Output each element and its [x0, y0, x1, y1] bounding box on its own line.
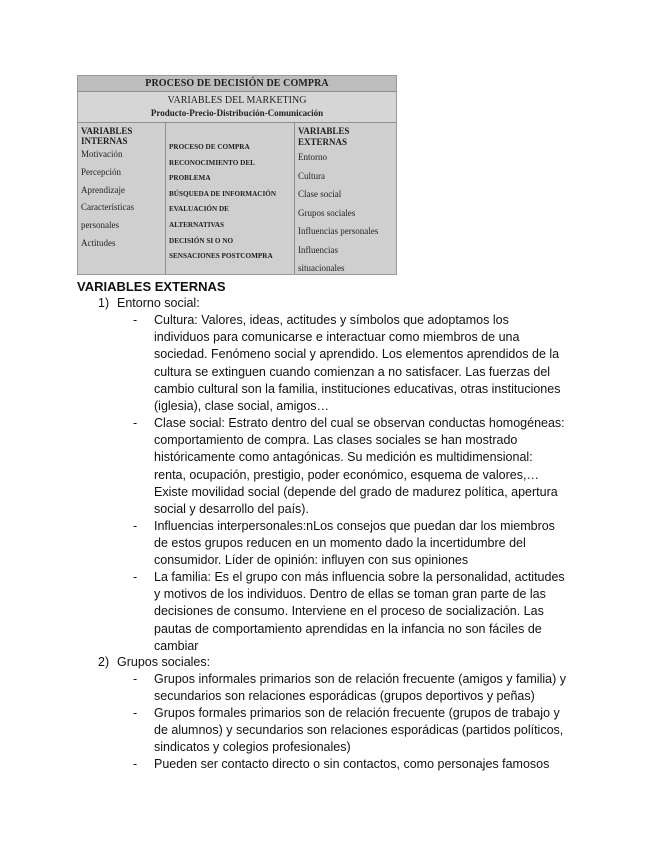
text-line: individuos para comunicarse e interactuar como miembros de una	[154, 330, 520, 345]
internal-variable: Características	[81, 202, 134, 213]
text-line: (iglesia), clase social, amigos…	[154, 399, 330, 414]
text-line: y motivos de los individuos. Dentro de ellas se toman gran parte de las	[154, 587, 546, 602]
dash-marker: -	[133, 416, 138, 430]
dash-marker: -	[133, 706, 138, 720]
internal-variable: Actitudes	[81, 237, 116, 248]
text-line: Grupos informales primarios son de relación frecuente (amigos y familia) y	[154, 672, 566, 686]
item-number: 1)	[98, 296, 110, 310]
internal-variable: personales	[81, 220, 119, 231]
process-step: DECISIÓN SI O NO	[169, 236, 234, 245]
external-header-line: EXTERNAS	[298, 137, 348, 147]
text-line: comportamiento de compra. Las clases sociales se han mostrado	[154, 433, 518, 448]
text-line: sindicatos y colegios profesionales)	[154, 740, 351, 755]
external-variable: Cultura	[298, 170, 325, 181]
process-step: BÚSQUEDA DE INFORMACIÓN	[169, 189, 277, 198]
numbered-item-grupos-sociales	[98, 654, 210, 671]
internal-variables-column	[78, 123, 166, 275]
figure-title: PROCESO DE DECISIÓN DE COMPRA	[78, 76, 396, 92]
external-variable: Entorno	[298, 152, 327, 162]
text-line: Pueden ser contacto directo o sin contactos, como personajes famosos	[154, 757, 550, 771]
dash-marker: -	[133, 313, 138, 327]
external-header-line: VARIABLES	[298, 126, 350, 136]
figure-subtitle: VARIABLES DEL MARKETING	[167, 95, 307, 106]
bullet-familia	[133, 569, 583, 655]
bullet-contacto	[133, 756, 583, 773]
process-step: PROCESO DE COMPRA	[169, 143, 250, 151]
process-step: ALTERNATIVAS	[169, 220, 224, 229]
process-step: PROBLEMA	[169, 174, 211, 183]
text-line: secundarios son relaciones esporádicas (grupos deportivos y peñas)	[154, 689, 535, 704]
internal-variable: Motivación	[81, 149, 123, 159]
external-variable: Grupos sociales	[298, 207, 356, 218]
internal-header-line: VARIABLES	[81, 126, 133, 136]
text-line: cambiar	[154, 638, 199, 653]
bullet-influencias-interpersonales	[133, 518, 583, 570]
text-line: renta, ocupación, prestigio, poder económico, esquema de valores,…	[154, 467, 539, 482]
text-line: pautas de comportamiento aprendidas en la infancia no son fáciles de	[154, 621, 542, 636]
process-step: SENSACIONES POSTCOMPRA	[169, 252, 273, 261]
dash-marker: -	[133, 570, 138, 584]
item-title: Grupos sociales:	[117, 655, 211, 669]
item-number: 2)	[98, 655, 110, 669]
text-line: Existe movilidad social (depende del grado de madurez política, apertura	[154, 484, 558, 499]
internal-variable: Percepción	[81, 166, 121, 177]
text-line: cultura se extinguen cuando comienzan a no satisfacer. Las fuerzas del	[154, 364, 551, 379]
figure-header	[78, 92, 396, 123]
text-line: históricamente como antagónicas. Su medición es multidimensional:	[154, 450, 533, 465]
dash-marker: -	[133, 757, 138, 771]
text-line: social y desarrollo del país).	[154, 502, 309, 517]
decision-process-figure	[77, 75, 397, 275]
external-variable: Influencias	[298, 244, 338, 255]
text-line: de alumnos) y secundarios son relaciones esporádicas (partidos políticos,	[154, 723, 564, 738]
text-line: Influencias interpersonales:nLos consejos que puedan dar los miembros	[154, 519, 555, 533]
dash-marker: -	[133, 672, 138, 686]
text-line: cambio cultural son la familia, instituciones educativas, otras instituciones	[154, 381, 561, 396]
dash-marker: -	[133, 519, 138, 533]
text-line: de estos grupos reducen en un momento dado la incertidumbre del	[154, 536, 526, 551]
text-line: decisiones de consumo. Interviene en el proceso de socialización. Las	[154, 604, 544, 619]
external-variable: Clase social	[298, 189, 342, 199]
external-variables-column	[295, 123, 397, 275]
internal-variable: Aprendizaje	[81, 184, 125, 195]
bullet-grupos-formales	[133, 705, 583, 757]
text-line: Cultura: Valores, ideas, actitudes y símbolos que adoptamos los	[154, 313, 509, 327]
text-line: sociedad. Fenómeno social y aprendido. Los elementos aprendidos de la	[154, 347, 560, 362]
external-variable: Influencias personales	[298, 226, 379, 236]
bullet-cultura	[133, 312, 583, 415]
section-heading: VARIABLES EXTERNAS	[77, 279, 226, 294]
bullet-grupos-informales	[133, 671, 583, 705]
external-variable: situacionales	[298, 263, 345, 273]
text-line: La familia: Es el grupo con más influencia sobre la personalidad, actitudes	[154, 570, 565, 584]
text-line: Clase social: Estrato dentro del cual se observan conductas homogéneas:	[154, 416, 565, 430]
item-title: Entorno social:	[117, 296, 200, 310]
internal-header-line: INTERNAS	[81, 136, 128, 146]
purchase-process-column	[166, 123, 295, 275]
bullet-clase-social	[133, 415, 583, 518]
text-line: consumidor. Líder de opinión: influyen con sus opiniones	[154, 553, 469, 568]
figure-marketing-mix: Producto-Precio-Distribución-Comunicación	[150, 108, 324, 118]
figure-body	[78, 123, 396, 275]
text-line: Grupos formales primarios son de relación frecuente (grupos de trabajo y	[154, 706, 560, 720]
numbered-item-entorno-social	[98, 295, 200, 312]
process-step: RECONOCIMIENTO DEL	[169, 158, 255, 167]
process-step: EVALUACIÓN DE	[169, 205, 229, 214]
